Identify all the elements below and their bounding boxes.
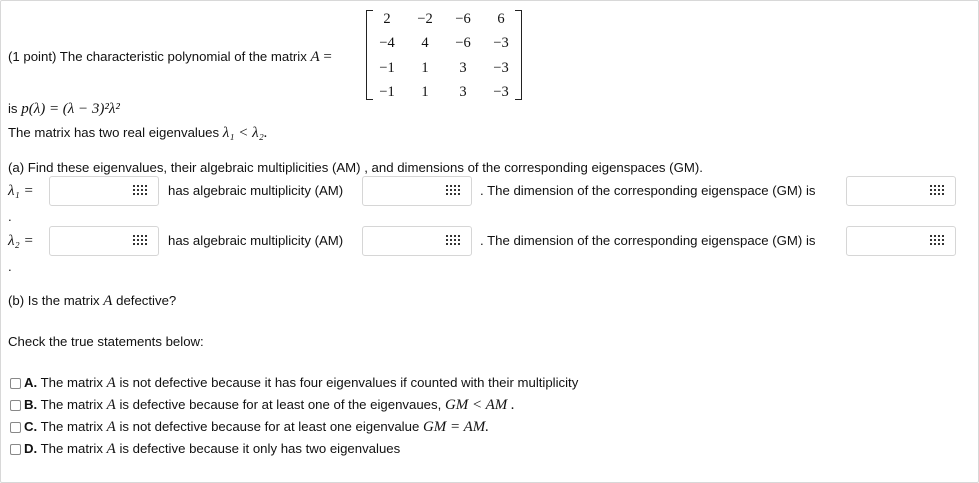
option-text-pre: The matrix — [40, 441, 103, 456]
matrix-cell: −3 — [493, 60, 509, 76]
option-letter: A. — [24, 375, 38, 390]
option-var: A — [106, 397, 116, 413]
eigen-relation: λ₁ < λ₂. — [222, 125, 268, 141]
part-b-prompt — [8, 293, 176, 310]
gm-text: . The dimension of the corresponding eigenspace (GM) is — [480, 183, 816, 198]
option-text-post: is not defective because it has four eigenvalues if counted with their multiplicity — [119, 375, 579, 390]
option-letter: D. — [24, 441, 38, 456]
char-polynomial: p(λ) = (λ − 3)²λ² — [21, 101, 120, 117]
poly-line — [8, 101, 120, 118]
option-text-pre: The matrix — [40, 397, 103, 412]
grid-icon[interactable] — [446, 185, 460, 197]
grid-icon[interactable] — [930, 185, 944, 197]
matrix-cell: 6 — [497, 11, 505, 27]
matrix-cell: 3 — [459, 84, 467, 100]
part-b-prompt-post: defective? — [116, 293, 177, 308]
part-b-prompt-pre: (b) Is the matrix — [8, 293, 100, 308]
lambda-label: λ₁ = — [8, 183, 34, 199]
option-math: GM = AM. — [422, 419, 490, 435]
lambda-label: λ₂ = — [8, 233, 34, 249]
option-text-post: is defective because it only has two eigenvalues — [119, 441, 401, 456]
poly-prefix: is — [8, 101, 18, 116]
matrix-cell: 1 — [421, 84, 429, 100]
option-letter: B. — [24, 397, 38, 412]
option-statement[interactable] — [24, 419, 489, 436]
matrix-cell: −1 — [379, 60, 395, 76]
part-a-prompt: (a) Find these eigenvalues, their algebraic multiplicities (AM) , and dimensions of the corresponding eigenspaces (GM). — [8, 160, 703, 175]
matrix-cell: 2 — [383, 11, 391, 27]
option-var: A — [106, 375, 116, 391]
option-checkbox[interactable] — [10, 378, 21, 389]
gm-text: . The dimension of the corresponding eigenspace (GM) is — [480, 233, 816, 248]
option-checkbox[interactable] — [10, 422, 21, 433]
matrix-cell: −2 — [417, 11, 433, 27]
problem-intro — [8, 49, 332, 66]
part-b-var: A — [103, 293, 113, 309]
eigen-sentence — [8, 125, 268, 142]
option-var: A — [106, 441, 116, 457]
am-text: has algebraic multiplicity (AM) — [168, 183, 344, 198]
option-checkbox[interactable] — [10, 400, 21, 411]
option-statement[interactable] — [24, 441, 400, 458]
matrix-variable: A — [310, 49, 320, 65]
option-checkbox[interactable] — [10, 444, 21, 455]
matrix-cell: −4 — [379, 35, 395, 51]
grid-icon[interactable] — [133, 235, 147, 247]
matrix-cell: −6 — [455, 35, 471, 51]
am-text: has algebraic multiplicity (AM) — [168, 233, 344, 248]
row-period: . — [8, 209, 12, 224]
matrix-cell: 3 — [459, 60, 467, 76]
option-statement[interactable] — [24, 397, 515, 414]
option-math: GM < AM . — [444, 397, 515, 413]
option-text-pre: The matrix — [40, 419, 103, 434]
matrix-cell: −3 — [493, 84, 509, 100]
grid-icon[interactable] — [133, 185, 147, 197]
row-period: . — [8, 259, 12, 274]
matrix-cell: −3 — [493, 35, 509, 51]
matrix-A — [366, 8, 522, 102]
option-text-post: is defective because for at least one of the eigenvaues, — [119, 397, 442, 412]
option-letter: C. — [24, 419, 38, 434]
option-text-pre: The matrix — [40, 375, 103, 390]
matrix-cell: −6 — [455, 11, 471, 27]
equals-sign: = — [323, 49, 332, 65]
check-label: Check the true statements below: — [8, 334, 204, 349]
option-text-post: is not defective because for at least one eigenvalue — [119, 419, 420, 434]
matrix-cell: 4 — [421, 35, 429, 51]
grid-icon[interactable] — [446, 235, 460, 247]
intro-text: (1 point) The characteristic polynomial of the matrix — [8, 49, 307, 64]
eigen-sentence-text: The matrix has two real eigenvalues — [8, 125, 220, 140]
matrix-cell: 1 — [421, 60, 429, 76]
matrix-cell: −1 — [379, 84, 395, 100]
grid-icon[interactable] — [930, 235, 944, 247]
option-var: A — [106, 419, 116, 435]
option-statement[interactable] — [24, 375, 578, 392]
